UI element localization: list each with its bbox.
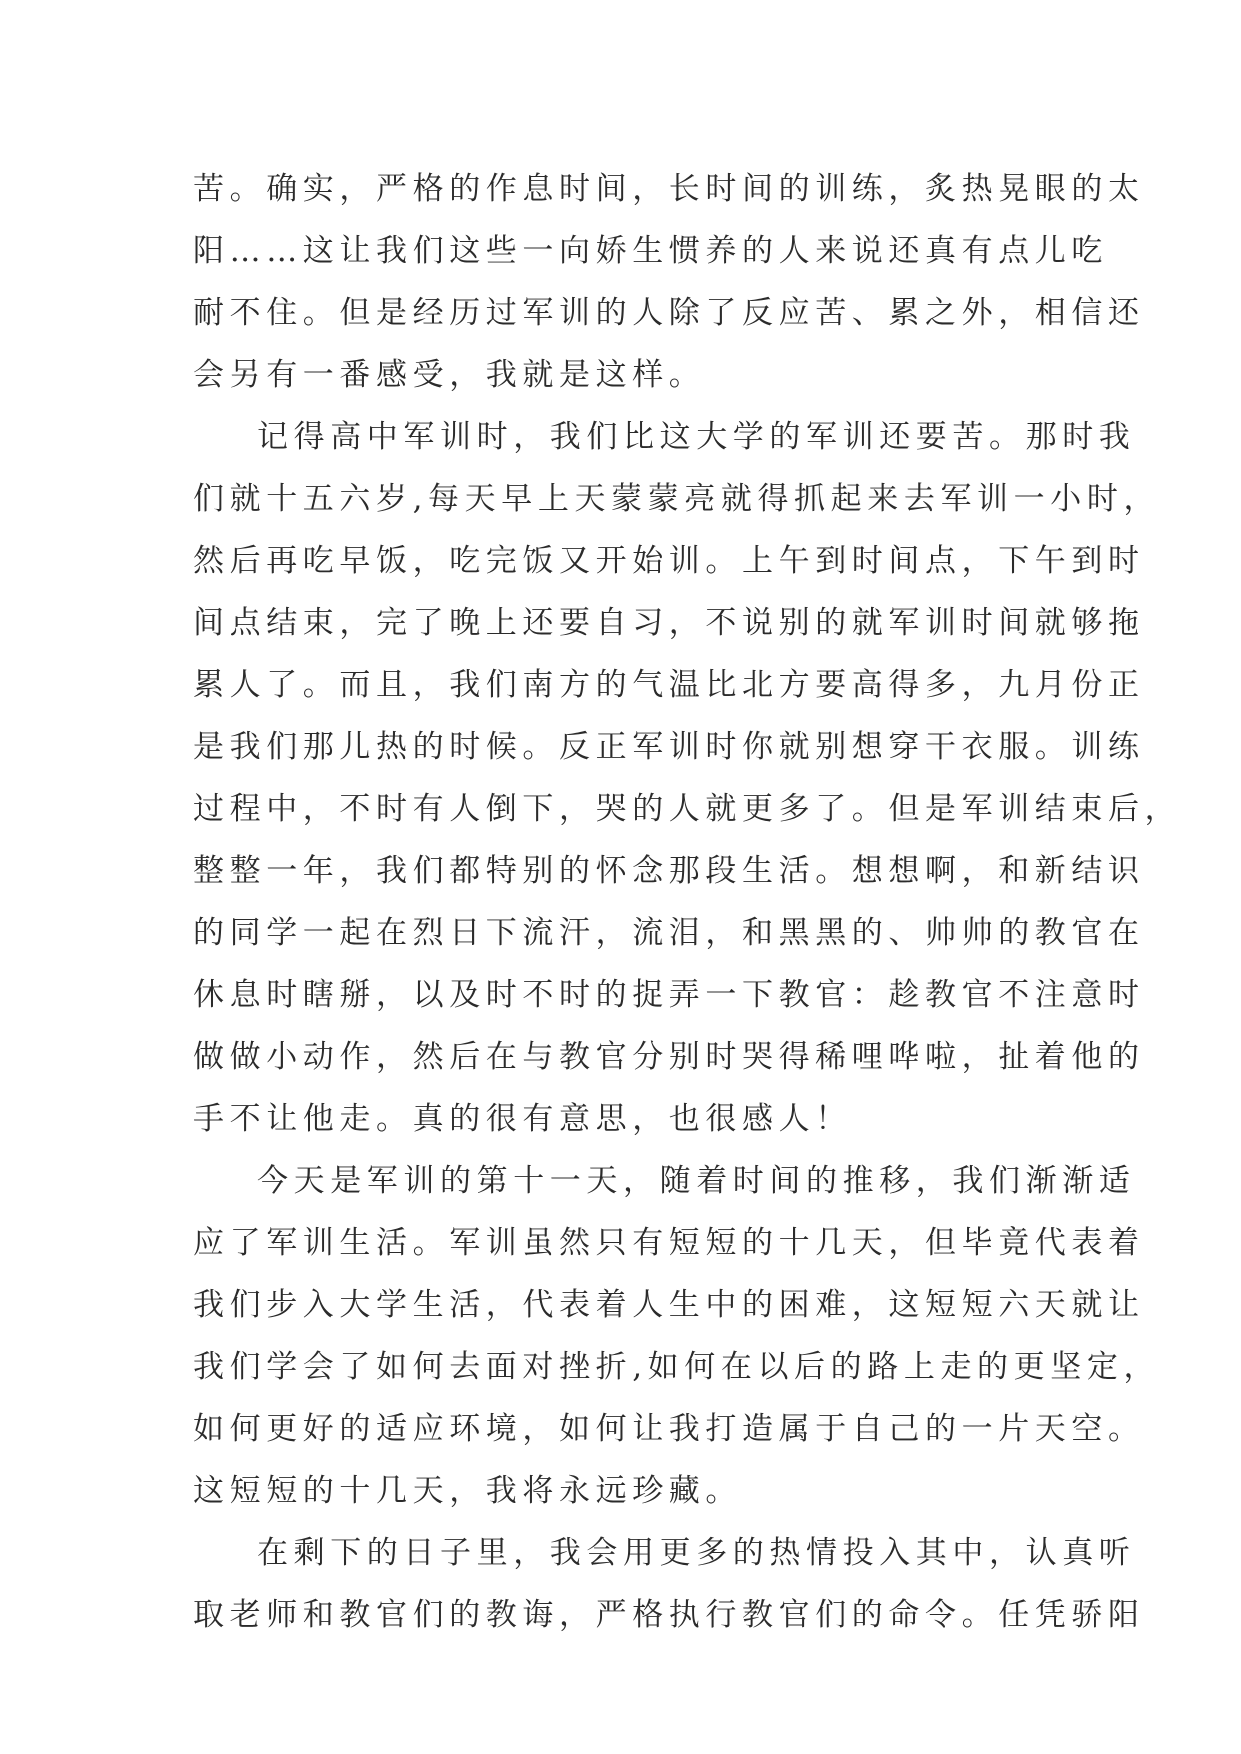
text-line: 的同学一起在烈日下流汗，流泪，和黑黑的、帅帅的教官在 bbox=[193, 915, 1145, 951]
text-line: 我们步入大学生活，代表着人生中的困难，这短短六天就让 bbox=[193, 1287, 1145, 1323]
text-line: 会另有一番感受，我就是这样。 bbox=[193, 357, 706, 393]
text-line: 手不让他走。真的很有意思，也很感人！ bbox=[193, 1101, 852, 1137]
text-line: 耐不住。但是经历过军训的人除了反应苦、累之外，相信还 bbox=[193, 295, 1145, 331]
text-line: 整整一年，我们都特别的怀念那段生活。想想啊，和新结识 bbox=[193, 853, 1145, 889]
paragraph-start-line: 记得高中军训时，我们比这大学的军训还要苦。那时我 bbox=[257, 419, 1136, 455]
paragraph-start-line: 今天是军训的第十一天，随着时间的推移，我们渐渐适 bbox=[257, 1163, 1136, 1199]
text-line: 间点结束，完了晚上还要自习，不说别的就军训时间就够拖 bbox=[193, 605, 1145, 641]
text-line: 苦。确实，严格的作息时间，长时间的训练，炙热晃眼的太 bbox=[193, 171, 1145, 207]
text-line: 做做小动作，然后在与教官分别时哭得稀哩哗啦，扯着他的 bbox=[193, 1039, 1145, 1075]
text-line: 这短短的十几天，我将永远珍藏。 bbox=[193, 1473, 742, 1509]
text-line: 休息时瞎掰，以及时不时的捉弄一下教官：趁教官不注意时 bbox=[193, 977, 1145, 1013]
text-line: 累人了。而且，我们南方的气温比北方要高得多，九月份正 bbox=[193, 667, 1145, 703]
text-line: 取老师和教官们的教诲，严格执行教官们的命令。任凭骄阳 bbox=[193, 1597, 1145, 1633]
text-line: 如何更好的适应环境，如何让我打造属于自己的一片天空。 bbox=[193, 1411, 1145, 1447]
paragraph-start-line: 在剩下的日子里，我会用更多的热情投入其中，认真听 bbox=[257, 1535, 1136, 1571]
text-line: 是我们那儿热的时候。反正军训时你就别想穿干衣服。训练 bbox=[193, 729, 1145, 765]
text-line: 们就十五六岁,每天早上天蒙蒙亮就得抓起来去军训一小时， bbox=[193, 481, 1161, 517]
text-line: 应了军训生活。军训虽然只有短短的十几天，但毕竟代表着 bbox=[193, 1225, 1145, 1261]
body-text bbox=[193, 158, 1182, 1646]
text-line: 阳……这让我们这些一向娇生惯养的人来说还真有点儿吃 bbox=[193, 233, 1108, 269]
text-line: 过程中，不时有人倒下，哭的人就更多了。但是军训结束后， bbox=[193, 791, 1182, 827]
text-line: 我们学会了如何去面对挫折,如何在以后的路上走的更坚定， bbox=[193, 1349, 1161, 1385]
text-line: 然后再吃早饭，吃完饭又开始训。上午到时间点，下午到时 bbox=[193, 543, 1145, 579]
